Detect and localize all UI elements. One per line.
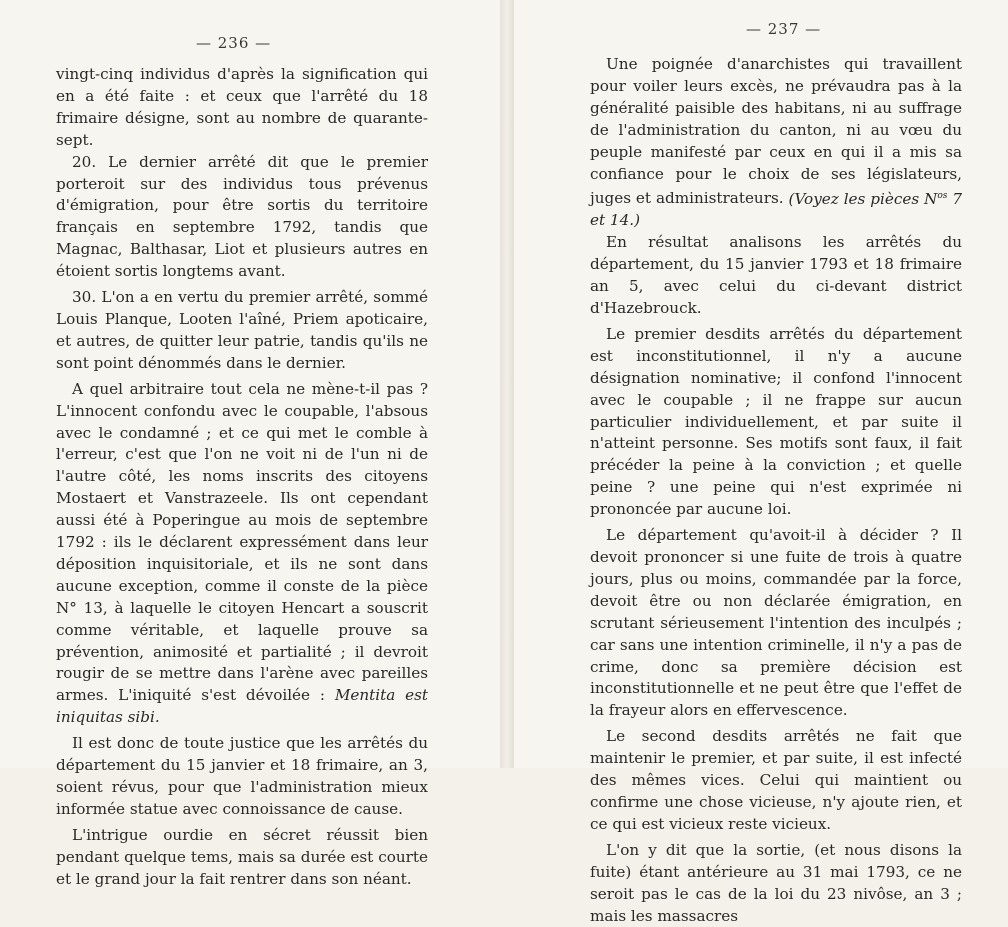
page-number: — 236 — [196,34,272,52]
paragraph: L'on y dit que la sortie, (et nous disons la fuite) étant antérieure au 31 mai 1793, ce ne seroit pas le cas de la loi du 23 nivôse, an 3 ; mais les massacres [590,840,962,925]
paragraph: Le second desdits arrêtés ne fait que maintenir le premier, et par suite, il est infecté des mêmes vices. Celui qui maintient ou confirme une chose vicieuse, n'y ajoute rien, et ce qui est vicieux reste vicieux. [590,727,962,833]
paragraph-text: Une poignée d'anarchistes qui travaillent pour voiler leurs excès, ne prévaudra pas à la généralité paisible des habitans, ni au suffrage de l'administration du canton, ni au vœu du peuple manifesté par ceux en qui il a mis sa confiance pour le choix de ses législateurs, juges et administrateurs. [590,55,962,208]
paragraph: 30. L'on a en vertu du premier arrêté, sommé Louis Planque, Looten l'aîné, Priem apoticaire, et autres, de quitter leur patrie, tandis qu'ils ne sont point dénommés dans le dernier. [56,288,428,372]
paragraph: Le département qu'avoit-il à décider ? Il devoit prononcer si une fuite de trois à quatre jours, plus ou moins, commandée par la force, devoit être ou non déclarée émigration, en scrutant sérieusement l'intention des inculpés ; car sans une intention criminelle, il n'y a pas de crime, donc sa première décision est inconstitutionnelle et ne peut être que l'effet de la frayeur alors en effervescence. [590,526,962,720]
paragraph: En résultat analisons les arrêtés du département, du 15 janvier 1793 et 18 frimaire an 5, avec celui du ci-devant district d'Hazebrouck. [590,233,962,318]
latin-quote: Mentita est iniquitas sibi. [56,686,428,727]
paragraph: vingt-cinq individus d'après la signification qui en a été faite : et ceux que l'arrêté du 18 frimaire désigne, sont au nombre de quarante-sept. [56,65,428,149]
paragraph: 20. Le dernier arrêté dit que le premier porteroit sur des individus tous prévenus d'émigration, pour être sortis du territoire français en septembre 1792, tandis que Magnac, Balthasar, Liot et plusieurs autres en étoient sortis longtems avant. [56,152,428,281]
reference-note: (Voyez les pièces $N^{os}$ 7 et 14.) [590,189,963,230]
page-text [590,54,962,927]
book-gutter [500,0,514,768]
paragraph-text: A quel arbitraire tout cela ne mène-t-il pas ? L'innocent confondu avec le coupable, l'absous avec le condamné ; et ce qui met le comble à l'erreur, c'est que l'on ne voit ni de l'un ni de l'autre côté, les noms inscrits des citoyens Mostaert et Vanstrazeele. Ils ont cependant aussi été à Poperingue au mois de septembre 1792 : ils le déclarent expressément dans leur déposition inquisitoriale, et ils ne sont dans aucune exception, comme il conste de la pièce N° 13, à laquelle le citoyen Hencart a souscrit comme véritable, et laquelle prouve sa prévention, animosité et partialité ; il devroit rougir de se mettre dans l'arène avec pareilles armes. L'iniquité s'est dévoilée : [56,379,428,705]
right-page [514,0,1008,925]
paragraph: Il est donc de toute justice que les arrêtés du département du 15 janvier et 18 frimaire, an 3, soient révus, pour que l'administration mieux informée statue avec connoissance de cause. [56,734,428,818]
left-page [0,0,500,888]
page-number: — 237 — [746,20,822,38]
paragraph [590,54,962,232]
paragraph: Le premier desdits arrêtés du département est inconstitutionnel, il n'y a aucune désignation nominative; il confond l'innocent avec le coupable ; il ne frappe sur aucun particulier individuellement, et par suite il n'atteint personne. Ses motifs sont faux, il fait précéder la peine à la conviction ; et quelle peine ? une peine qui n'est exprimée ni prononcée par aucune loi. [590,324,962,519]
page-text [56,64,428,891]
paragraph [56,379,428,730]
paragraph: L'intrigue ourdie en sécret réussit bien pendant quelque tems, mais sa durée est courte et le grand jour la fait rentrer dans son néant. [56,825,428,888]
